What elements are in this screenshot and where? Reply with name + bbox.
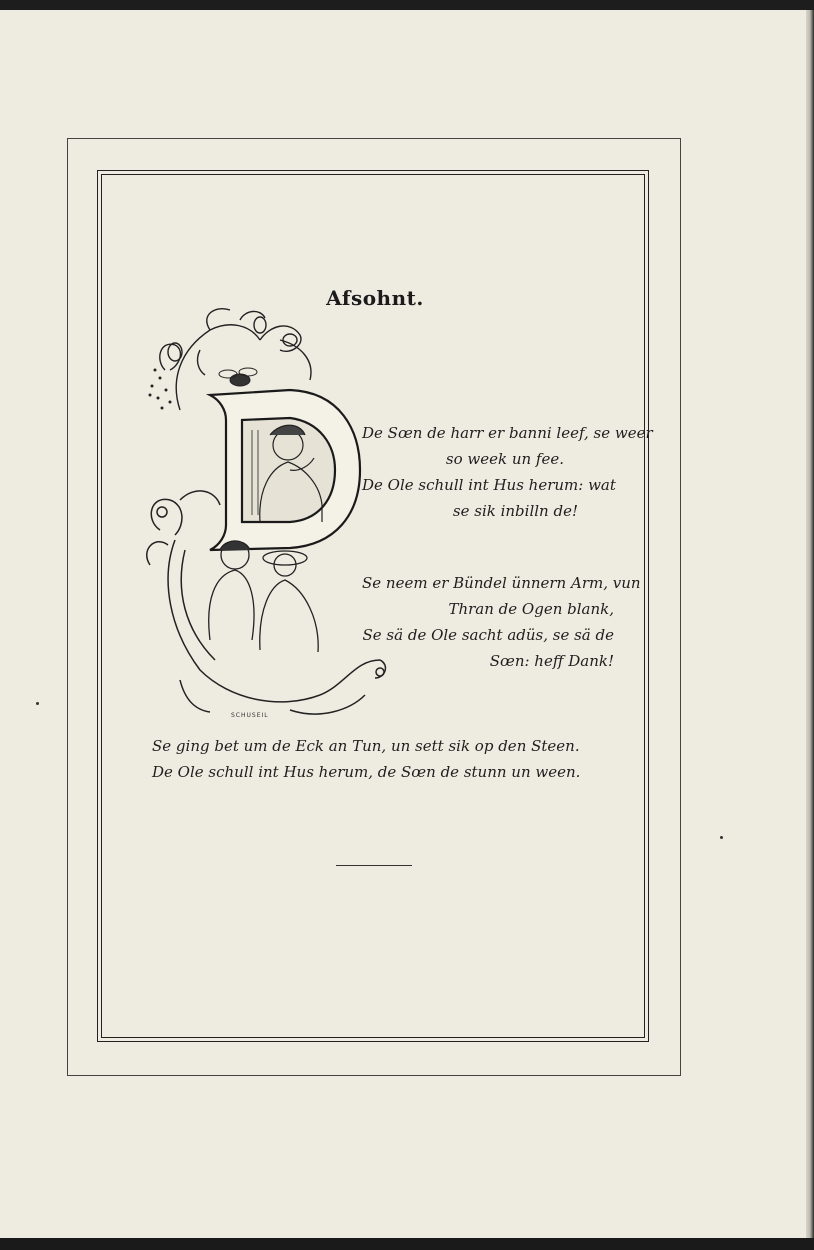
- stanza-3: [152, 733, 581, 785]
- poem-line: se sik inbilln de!: [452, 502, 578, 520]
- paper-speck: [36, 702, 39, 705]
- decorated-initial-illustration: [140, 300, 390, 730]
- poem-line: Sœn: heff Dank!: [489, 652, 614, 670]
- paper-speck: [720, 836, 723, 839]
- poem-line: De Ole schull int Hus herum, de Sœn de stunn un ween.: [152, 763, 581, 781]
- poem-line: Thran de Ogen blank,: [448, 600, 614, 618]
- poem-line: Se sä de Ole sacht adüs, se sä de: [362, 626, 614, 644]
- pollen-dots: [149, 369, 172, 410]
- engraver-signature: SCHUSEIL: [231, 712, 269, 719]
- poem-line: Se ging bet um de Eck an Tun, un sett sik op den Steen.: [152, 737, 580, 755]
- poem-line: so week un fee.: [445, 450, 564, 468]
- fly-icon: [219, 368, 257, 386]
- couple-figures: [209, 541, 318, 652]
- initial-letter-d: [210, 390, 360, 550]
- poem-line: Se neem er Bündel ünnern Arm, vun: [362, 574, 641, 592]
- poem-title: Afsohnt.: [326, 286, 424, 310]
- scan-border: [0, 1238, 814, 1250]
- page-edge: [806, 10, 814, 1242]
- section-divider: [336, 865, 412, 866]
- stanza-2: [362, 570, 641, 674]
- poem-line: De Ole schull int Hus herum: wat: [362, 476, 616, 494]
- stanza-1: [362, 420, 653, 524]
- poem-line: De Sœn de harr er banni leef, se weer: [362, 424, 653, 442]
